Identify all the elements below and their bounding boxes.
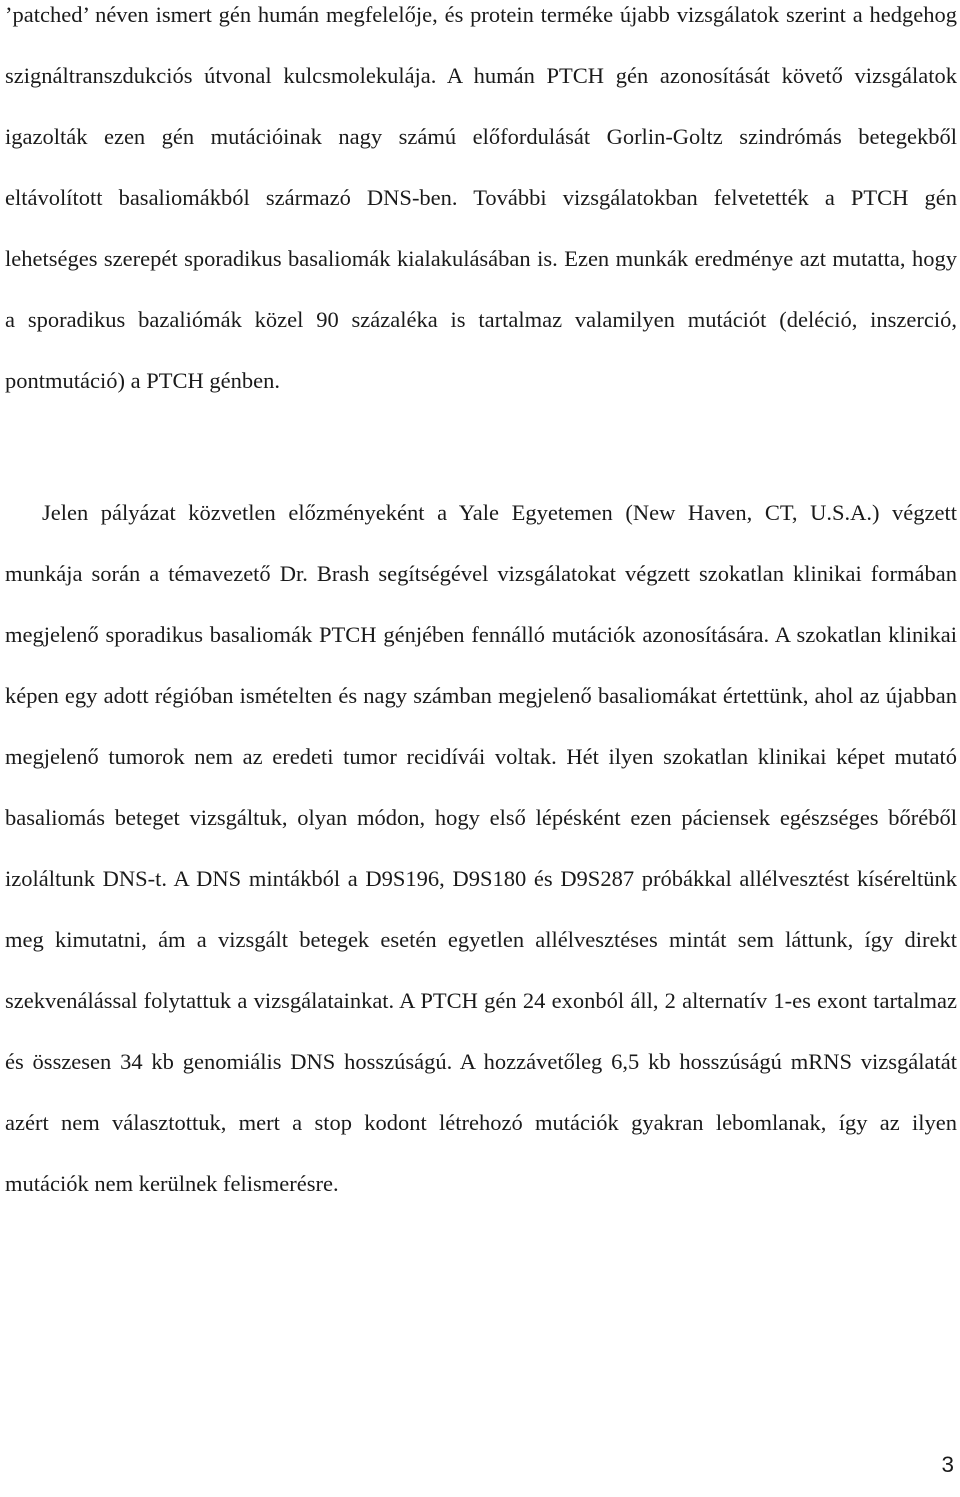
- page-number: 3: [941, 1452, 954, 1477]
- paragraph-preliminary-work: Jelen pályázat közvetlen előzményeként a Yale Egyetemen (New Haven, CT, U.S.A.) végzett munkája során a témavezető Dr. Brash segítségével vizsgálatokat végzett szokatlan klinikai formában megjelenő sporadikus basaliomák PTCH génjében fennálló mutációk azonosítására. A szokatlan klinikai képen egy adott régióban ismételten és nagy számban megjelenő basaliomákat értettünk, ahol az újabban megjelenő tumorok nem az eredeti tumor recidívái voltak. Hét ilyen szokatlan klinikai képet mutató basaliomás beteget vizsgáltuk, olyan módon, hogy első lépésként ezen páciensek egészséges bőréből izoláltunk DNS-t. A DNS mintákból a D9S196, D9S180 és D9S287 próbákkal allélvesztést kíséreltünk meg kimutatni, ám a vizsgált betegek esetén egyetlen allélvesztéses mintát sem láttunk, így direkt szekvenálással folytattuk a vizsgálatainkat. A PTCH gén 24 exonból áll, 2 alternatív 1-es exont tartalmaz és összesen 34 kb genomiális DNS hosszúságú. A hozzávetőleg 6,5 kb hosszúságú mRNS vizsgálatát azért nem választottuk, mert a stop kodont létrehozó mutációk gyakran lebomlanak, így az ilyen mutációk nem kerülnek felismerésre.: [5, 500, 957, 1196]
- paragraph-ptch-background: ’patched’ néven ismert gén humán megfelelője, és protein terméke újabb vizsgálatok szerint a hedgehog szignáltranszdukciós útvonal kulcsmolekulája. A humán PTCH gén azonosítását követő vizsgálatok igazolták ezen gén mutációinak nagy számú előfordulását Gorlin-Goltz szindrómás betegekből eltávolított basaliomákból származó DNS-ben. További vizsgálatokban felvetették a PTCH gén lehetséges szerepét sporadikus basaliomák kialakulásában is. Ezen munkák eredménye azt mutatta, hogy a sporadikus bazaliómák közel 90 százaléka is tartalmaz valamilyen mutációt (deléció, inszerció, pontmutáció) a PTCH génben.: [5, 2, 957, 393]
